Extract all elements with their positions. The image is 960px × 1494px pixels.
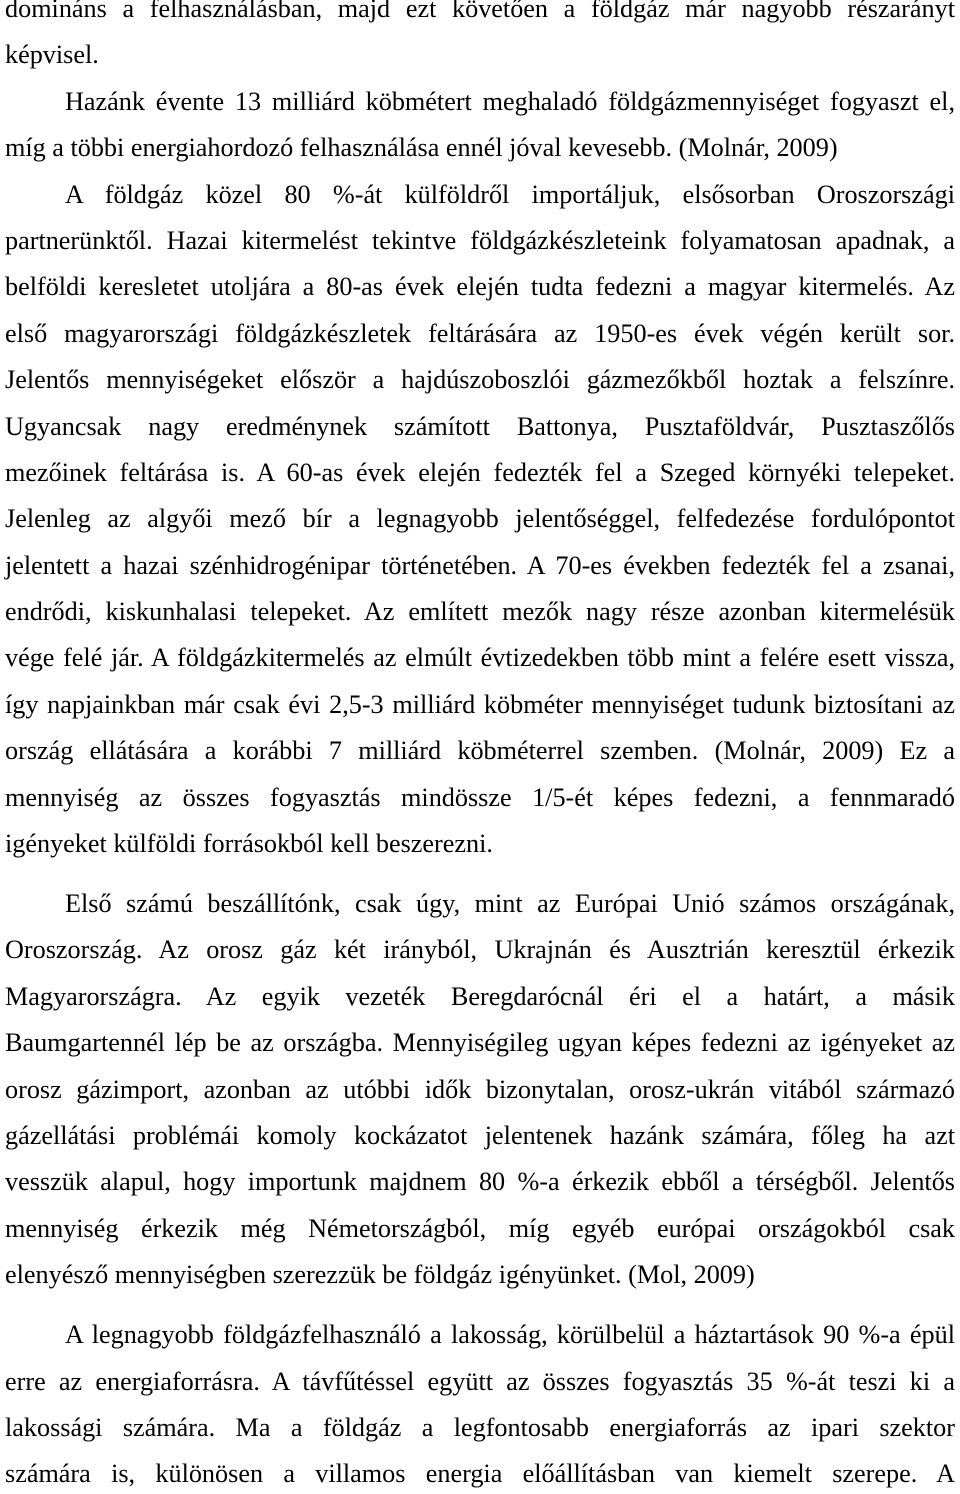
text-line: gázellátási problémái komoly kockázatot jelentenek hazánk számára, főleg ha azt: [5, 1120, 955, 1150]
text-line: mennyiség az összes fogyasztás mindössze 1/5-ét képes fedezni, a fennmaradó: [5, 782, 955, 812]
text-line: endrődi, kiskunhalasi telepeket. Az említett mezők nagy része azonban kitermelésük: [5, 597, 955, 627]
text-line: Jelentős mennyiségeket először a hajdúszoboszlói gázmezőkből hoztak a felszínre.: [5, 365, 955, 395]
text-line: partnerünktől. Hazai kitermelést tekintve földgázkészleteink folyamatosan apadnak, a: [5, 225, 955, 255]
paragraph: [5, 0, 955, 70]
text-line: első magyarországi földgázkészletek feltárására az 1950-es évek végén került sor.: [5, 318, 955, 348]
text-line: míg a többi energiahordozó felhasználása ennél jóval kevesebb. (Molnár, 2009): [5, 133, 838, 163]
paragraph: [5, 87, 955, 163]
text-line: mezőinek feltárása is. A 60-as évek elején fedezték fel a Szeged környéki telepeket.: [5, 457, 955, 487]
text-line: vesszük alapul, hogy importunk majdnem 80 %-a érkezik ebből a térségből. Jelentős: [5, 1167, 955, 1197]
text-line: mennyiség érkezik még Németországból, míg egyéb európai országokból csak: [5, 1213, 955, 1243]
text-line: ország ellátására a korábbi 7 milliárd köbméterrel szemben. (Molnár, 2009) Ez a: [5, 736, 955, 766]
text-line: belföldi keresletet utoljára a 80-as évek elején tudta fedezni a magyar kitermelés. Az: [5, 272, 955, 302]
document-body: [5, 0, 955, 1489]
text-line: vége felé jár. A földgázkitermelés az elmúlt évtizedekben több mint a felére esett vissza,: [5, 643, 955, 673]
paragraph: [5, 1320, 955, 1489]
paragraph: [5, 180, 955, 859]
text-line: Ugyancsak nagy eredménynek számított Battonya, Pusztaföldvár, Pusztaszőlős: [5, 411, 955, 441]
text-line: A földgáz közel 80 %-át külföldről importáljuk, elsősorban Oroszországi: [65, 179, 955, 209]
text-line: elenyésző mennyiségben szerezzük be földgáz igényünket. (Mol, 2009): [5, 1260, 755, 1290]
text-line: számára is, különösen a villamos energia előállításban van kiemelt szerepe. A: [5, 1459, 955, 1489]
text-line: Első számú beszállítónk, csak úgy, mint az Európai Unió számos országának,: [65, 889, 955, 919]
text-line: orosz gázimport, azonban az utóbbi idők bizonytalan, orosz-ukrán vitából származó: [5, 1074, 955, 1104]
text-line: képvisel.: [5, 40, 99, 70]
text-line: Magyarországra. Az egyik vezeték Beregdarócnál éri el a határt, a másik: [5, 981, 955, 1011]
text-line: domináns a felhasználásban, majd ezt követően a földgáz már nagyobb részarányt: [5, 0, 955, 23]
text-line: igényeket külföldi forrásokból kell beszerezni.: [5, 829, 493, 859]
text-line: Oroszország. Az orosz gáz két irányból, Ukrajnán és Ausztrián keresztül érkezik: [5, 935, 955, 965]
text-line: így napjainkban már csak évi 2,5-3 milliárd köbméter mennyiséget tudunk biztosítani az: [5, 689, 955, 719]
text-line: erre az energiaforrásra. A távfűtéssel együtt az összes fogyasztás 35 %-át teszi ki a: [5, 1366, 955, 1396]
text-line: A legnagyobb földgázfelhasználó a lakosság, körülbelül a háztartások 90 %-a épül: [65, 1320, 955, 1350]
paragraph: [5, 889, 955, 1290]
text-line: jelentett a hazai szénhidrogénipar történetében. A 70-es években fedezték fel a zsanai,: [5, 550, 955, 580]
text-line: Jelenleg az algyői mező bír a legnagyobb jelentőséggel, felfedezése fordulópontot: [5, 504, 955, 534]
text-line: Hazánk évente 13 milliárd köbmétert meghaladó földgázmennyiséget fogyaszt el,: [65, 86, 955, 116]
text-line: lakossági számára. Ma a földgáz a legfontosabb energiaforrás az ipari szektor: [5, 1412, 955, 1442]
text-line: Baumgartennél lép be az országba. Mennyiségileg ugyan képes fedezni az igényeket az: [5, 1028, 955, 1058]
